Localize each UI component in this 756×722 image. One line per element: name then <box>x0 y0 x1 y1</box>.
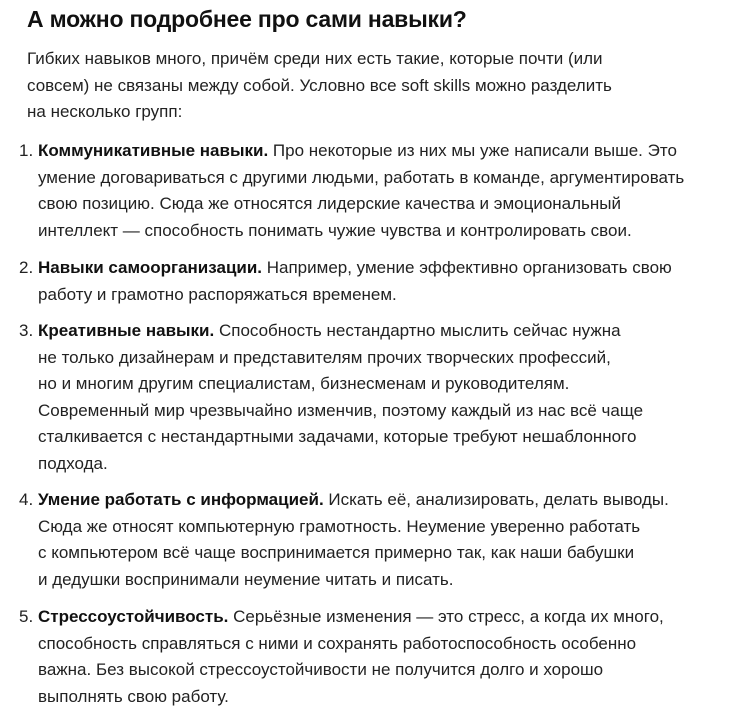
list-item-text <box>38 604 754 710</box>
list-item-line: с компьютером всё чаще воспринимается примерно так, как наши бабушки <box>38 543 635 562</box>
list-item-title: Умение работать с информацией. <box>38 490 324 509</box>
list-item-line: Серьёзные изменения — это стресс, а когда их много, <box>233 607 664 626</box>
list-item-line: но и многим другим специалистам, бизнесменам и руководителям. <box>38 374 570 393</box>
list-item-title: Креативные навыки. <box>38 321 215 340</box>
list-item-line: Про некоторые из них мы уже написали выше. Это <box>272 141 677 160</box>
list-item-text <box>38 487 754 593</box>
list-item-line: интеллект — способность понимать чужие чувства и контролировать свои. <box>38 220 632 240</box>
list-item-line: выполнять свою работу. <box>38 686 229 706</box>
list-item-line: не только дизайнерам и представителям прочих творческих профессий, <box>38 347 611 367</box>
list-item-title: Коммуникативные навыки. <box>38 141 269 160</box>
list-item-line: умение договариваться с другими людьми, работать в команде, аргументировать <box>38 167 685 187</box>
intro-line: Гибких навыков много, причём среди них есть такие, которые почти (или <box>27 49 603 68</box>
list-item-line: Способность нестандартно мыслить сейчас нужна <box>218 321 621 340</box>
list-item-line: подхода. <box>38 453 108 473</box>
list-item-number: 4. <box>19 490 34 509</box>
list-item-number: 3. <box>19 321 34 340</box>
list-item-number: 5. <box>19 607 34 626</box>
list-item-line: и дедушки воспринимали неумение читать и писать. <box>38 569 454 589</box>
list-item-text <box>38 255 754 308</box>
intro-line: на несколько групп: <box>27 102 183 121</box>
list-item-number: 1. <box>19 141 34 160</box>
list-item-line: работу и грамотно распоряжаться временем. <box>38 284 397 304</box>
list-item-line: важна. Без высокой стрессоустойчивости не получится долго и хорошо <box>38 660 604 679</box>
intro-paragraph <box>27 46 747 126</box>
list-item-line: свою позицию. Сюда же относятся лидерские качества и эмоциональный <box>38 194 622 213</box>
intro-line: совсем) не связаны между собой. Условно все soft skills можно разделить <box>27 75 612 95</box>
list-item-line: Например, умение эффективно организовать свою <box>266 258 672 277</box>
list-item-line: способность справляться с ними и сохранять работоспособность особенно <box>38 633 637 653</box>
list-item-number: 2. <box>19 258 34 277</box>
list-item-line: Сюда же относят компьютерную грамотность. Неумение уверенно работать <box>38 516 641 536</box>
list-item-title: Стрессоустойчивость. <box>38 607 229 626</box>
section-heading: А можно подробнее про сами навыки? <box>27 6 467 32</box>
list-item-line: сталкивается с нестандартными задачами, которые требуют нешаблонного <box>38 427 637 446</box>
list-item-line: Современный мир чрезвычайно изменчив, поэтому каждый из нас всё чаще <box>38 400 644 420</box>
list-item-text <box>38 318 754 477</box>
list-item-title: Навыки самоорганизации. <box>38 258 263 277</box>
list-item-text <box>38 138 754 244</box>
list-item-line: Искать её, анализировать, делать выводы. <box>328 490 669 509</box>
